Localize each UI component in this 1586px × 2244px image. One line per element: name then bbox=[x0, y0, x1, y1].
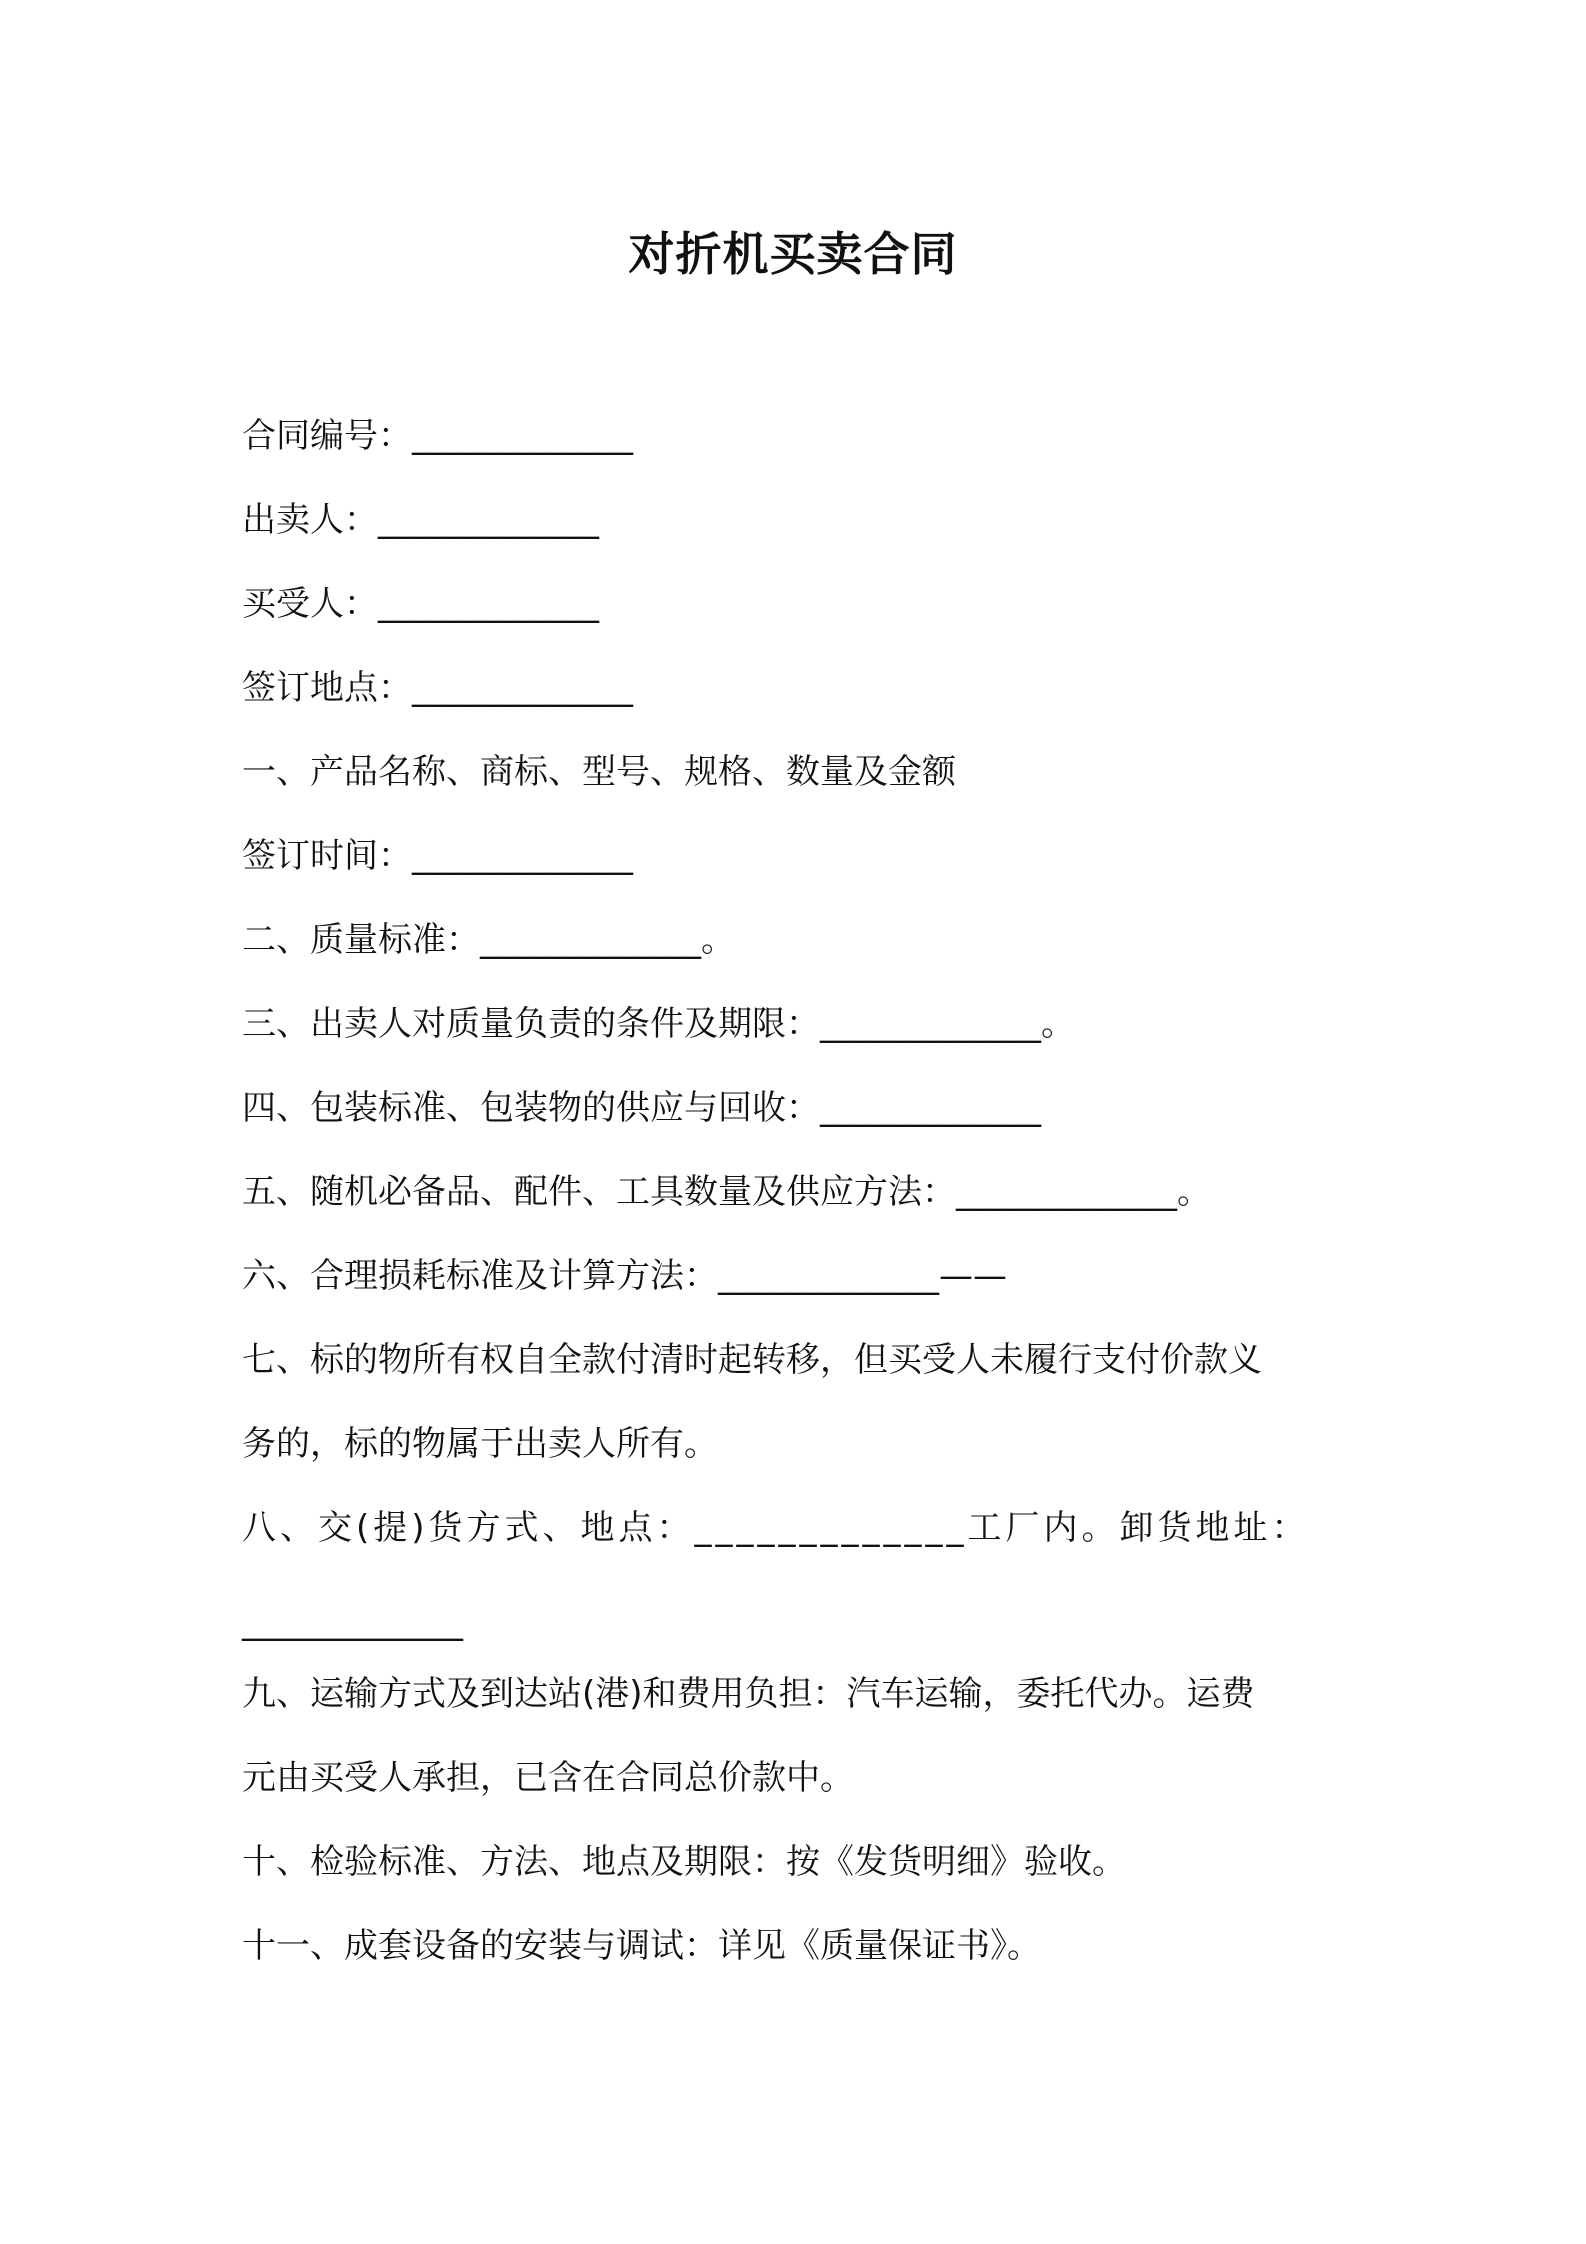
clause-9-transport-cont: 元由买受人承担，已含在合同总价款中。 bbox=[242, 1758, 854, 1798]
clause-8-unload-address: _____________ bbox=[242, 1602, 463, 1642]
clause-9-transport: 九、运输方式及到达站(港)和费用负担：汽车运输，委托代办。运费 bbox=[242, 1674, 1255, 1714]
clause-1-product: 一、产品名称、商标、型号、规格、数量及金额 bbox=[242, 752, 956, 792]
clause-7-ownership: 七、标的物所有权自全款付清时起转移，但买受人未履行支付价款义 bbox=[242, 1340, 1262, 1380]
clause-5-accessories: 五、随机必备品、配件、工具数量及供应方法：_____________。 bbox=[242, 1172, 1211, 1212]
document-title: 对折机买卖合同 bbox=[628, 227, 958, 281]
clause-6-loss-standard: 六、合理损耗标准及计算方法：_____________—— bbox=[242, 1256, 1007, 1296]
contract-number-line: 合同编号：_____________ bbox=[242, 416, 633, 456]
clause-10-inspection: 十、检验标准、方法、地点及期限：按《发货明细》验收。 bbox=[242, 1842, 1126, 1882]
clause-3-quality-responsibility: 三、出卖人对质量负责的条件及期限：_____________。 bbox=[242, 1004, 1075, 1044]
signing-time-line: 签订时间：_____________ bbox=[242, 836, 633, 876]
clause-11-installation: 十一、成套设备的安装与调试：详见《质量保证书》。 bbox=[242, 1926, 1041, 1966]
clause-7-ownership-cont: 务的，标的物属于出卖人所有。 bbox=[242, 1424, 718, 1464]
buyer-line: 买受人：_____________ bbox=[242, 584, 599, 624]
signing-place-line: 签订地点：_____________ bbox=[242, 668, 633, 708]
clause-2-quality: 二、质量标准：_____________。 bbox=[242, 920, 735, 960]
seller-line: 出卖人：_____________ bbox=[242, 500, 599, 540]
clause-8-delivery: 八、交(提)货方式、地点：_____________工厂内。卸货地址： bbox=[242, 1508, 1310, 1548]
clause-4-packaging: 四、包装标准、包装物的供应与回收：_____________ bbox=[242, 1088, 1041, 1128]
